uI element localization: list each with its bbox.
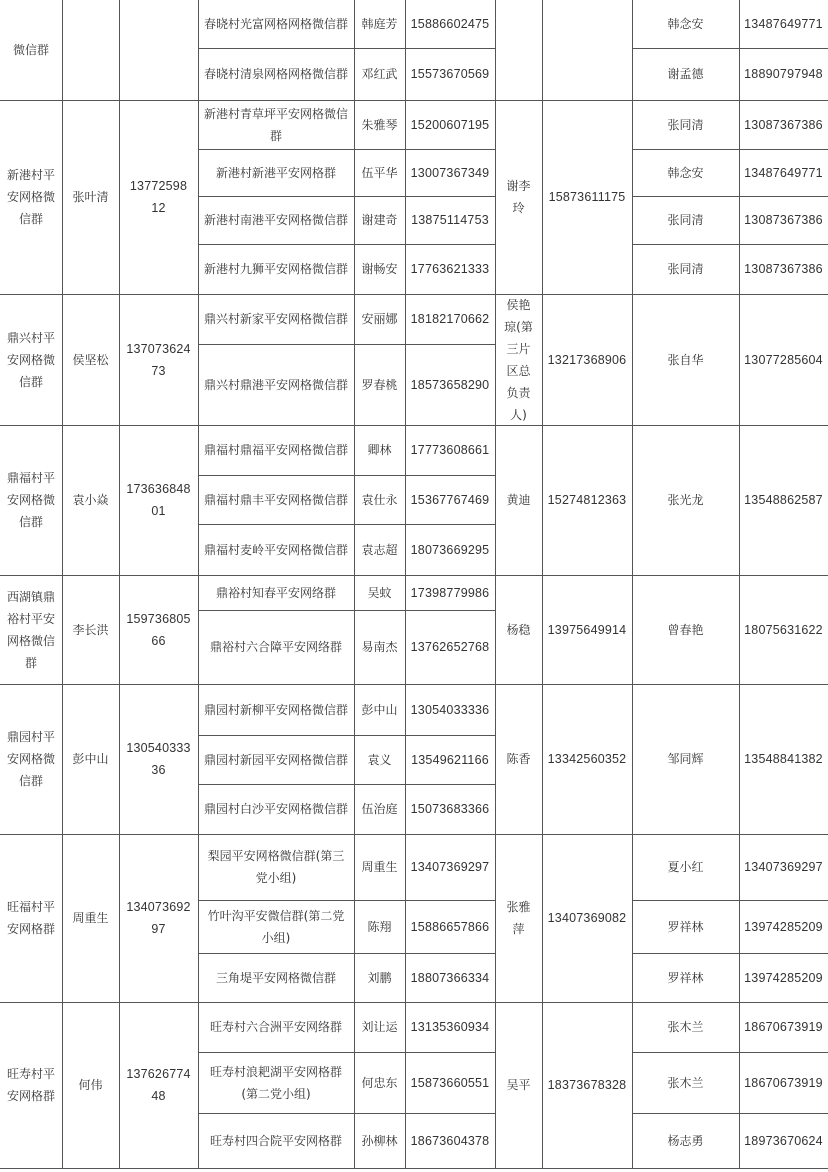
group-name: 西湖镇鼎裕村平安网格微信群 bbox=[6, 589, 55, 670]
grid-line bbox=[632, 900, 828, 901]
leader-phone: 137073624 73 bbox=[126, 341, 191, 378]
group-name: 旺福村平安网格群 bbox=[6, 900, 55, 936]
grid-line bbox=[198, 1052, 495, 1053]
member-name: 韩念安 bbox=[667, 17, 704, 31]
sub-group-name: 春晓村光富网格网格微信群 bbox=[203, 17, 348, 31]
grid-line bbox=[739, 0, 740, 1168]
contact-name: 陈香 bbox=[506, 752, 531, 766]
member-phone: 13407369297 bbox=[744, 860, 823, 874]
grid-line bbox=[198, 149, 495, 150]
sub-group-phone: 15573670569 bbox=[410, 67, 490, 81]
sub-group-owner: 何忠东 bbox=[361, 1075, 398, 1090]
leader-name: 周重生 bbox=[72, 911, 109, 925]
contact-phone: 15873611175 bbox=[548, 190, 626, 204]
sub-group-phone: 13007367349 bbox=[410, 165, 490, 180]
leader-phone: 173636848 01 bbox=[126, 482, 191, 518]
sub-group-name: 鼎福村鼎福平安网格微信群 bbox=[203, 443, 348, 457]
member-name: 杨志勇 bbox=[667, 1133, 704, 1148]
sub-group-name: 鼎福村鼎丰平安网格微信群 bbox=[203, 492, 348, 507]
grid-line bbox=[198, 1113, 495, 1114]
grid-line bbox=[198, 244, 495, 245]
member-name: 夏小红 bbox=[667, 860, 704, 874]
contact-name: 谢李玲 bbox=[506, 179, 531, 215]
sub-group-owner: 伍平华 bbox=[361, 165, 398, 180]
leader-name: 袁小焱 bbox=[72, 493, 109, 507]
contact-phone: 13342560352 bbox=[547, 752, 627, 766]
grid-line bbox=[542, 0, 543, 1168]
sub-group-phone: 13407369297 bbox=[410, 860, 490, 874]
leader-phone: 130540333 36 bbox=[126, 741, 191, 777]
sub-group-name: 鼎园村白沙平安网格微信群 bbox=[203, 802, 348, 816]
group-name: 旺寿村平安网格群 bbox=[6, 1067, 55, 1103]
sub-group-name: 旺寿村四合院平安网格群 bbox=[209, 1133, 342, 1148]
sub-group-owner: 刘让运 bbox=[361, 1020, 398, 1034]
contact-name: 吴平 bbox=[506, 1078, 531, 1092]
leader-name: 何伟 bbox=[78, 1078, 103, 1092]
leader-name: 李长洪 bbox=[72, 622, 109, 637]
member-phone: 18670673919 bbox=[744, 1020, 823, 1034]
member-phone: 13548841382 bbox=[744, 752, 823, 766]
grid-line bbox=[632, 48, 828, 49]
contact-phone: 18373678328 bbox=[547, 1078, 627, 1092]
sub-group-name: 鼎园村新柳平安网格微信群 bbox=[203, 702, 348, 717]
sub-group-phone: 17398779986 bbox=[410, 585, 490, 600]
sub-group-phone: 18073669295 bbox=[410, 542, 490, 557]
leader-name: 彭中山 bbox=[72, 752, 109, 766]
grid-line bbox=[198, 0, 199, 1168]
sub-group-name: 鼎裕村六合障平安网络群 bbox=[209, 640, 342, 654]
member-name: 张光龙 bbox=[667, 493, 704, 507]
sub-group-owner: 伍治庭 bbox=[361, 802, 398, 816]
contact-phone bbox=[542, 0, 632, 100]
sub-group-owner: 袁义 bbox=[367, 752, 392, 767]
sub-group-name: 旺寿村六合洲平安网络群 bbox=[209, 1020, 342, 1034]
sub-group-owner: 罗春桃 bbox=[361, 377, 398, 392]
member-phone: 13548862587 bbox=[744, 493, 823, 507]
sub-group-owner: 卿林 bbox=[367, 443, 392, 457]
sub-group-phone: 13054033336 bbox=[410, 702, 490, 717]
sub-group-owner: 朱雅琴 bbox=[361, 117, 398, 132]
sub-group-name: 鼎园村新园平安网格微信群 bbox=[203, 752, 348, 767]
grid-line bbox=[198, 196, 495, 197]
member-name: 张同清 bbox=[667, 262, 704, 276]
grid-line bbox=[354, 0, 355, 1168]
member-phone: 13087367386 bbox=[744, 117, 823, 132]
sub-group-owner: 易南杰 bbox=[361, 640, 398, 654]
sub-group-owner: 吴蚊 bbox=[367, 585, 392, 600]
member-name: 张木兰 bbox=[667, 1020, 704, 1034]
sub-group-name: 鼎福村麦岭平安网格微信群 bbox=[203, 542, 348, 557]
sub-group-phone: 15200607195 bbox=[410, 117, 490, 132]
member-phone: 13974285209 bbox=[744, 970, 823, 985]
contact-phone: 13217368906 bbox=[547, 352, 627, 367]
leader-phone: 13772598 12 bbox=[129, 179, 188, 215]
member-phone: 13487649771 bbox=[744, 165, 823, 180]
sub-group-owner: 邓红武 bbox=[361, 67, 398, 81]
sub-group-phone: 15886657866 bbox=[410, 919, 490, 934]
sub-group-owner: 彭中山 bbox=[361, 702, 398, 717]
sub-group-name: 鼎裕村知春平安网络群 bbox=[215, 585, 336, 600]
leader-name: 侯坚松 bbox=[72, 352, 109, 367]
sub-group-name: 旺寿村浪耙湖平安网格群(第二党小组) bbox=[209, 1064, 342, 1101]
sub-group-phone: 13135360934 bbox=[410, 1020, 490, 1034]
member-phone: 13077285604 bbox=[744, 352, 823, 367]
sub-group-name: 新港村新港平安网格群 bbox=[215, 165, 336, 180]
member-name: 谢孟德 bbox=[667, 67, 704, 81]
sub-group-name: 新港村南港平安网格微信群 bbox=[203, 213, 348, 227]
sub-group-phone: 15367767469 bbox=[410, 492, 490, 507]
member-name: 罗祥林 bbox=[667, 970, 704, 985]
leader-phone: 137626774 48 bbox=[126, 1067, 191, 1103]
contact-phone: 13407369082 bbox=[547, 911, 627, 925]
sub-group-phone: 18807366334 bbox=[410, 970, 490, 985]
contact-name: 侯艳琼(第三片区总负责人) bbox=[504, 297, 533, 422]
member-name: 张同清 bbox=[667, 117, 704, 132]
leader-phone: 159736805 66 bbox=[126, 611, 191, 648]
grid-line bbox=[632, 1052, 828, 1053]
sub-group-owner: 周重生 bbox=[361, 860, 398, 874]
leader-phone: 134073692 97 bbox=[126, 900, 191, 936]
sub-group-name: 鼎兴村鼎港平安网格微信群 bbox=[203, 377, 348, 392]
sub-group-name: 梨园平安网格微信群(第三党小组) bbox=[207, 849, 345, 885]
contact-name: 黄迪 bbox=[506, 493, 531, 507]
member-name: 张同清 bbox=[667, 213, 704, 227]
sub-group-phone: 17773608661 bbox=[410, 443, 490, 457]
sub-group-owner: 谢建奇 bbox=[361, 213, 398, 227]
sub-group-owner: 安丽娜 bbox=[361, 312, 398, 326]
leader-phone bbox=[119, 0, 198, 100]
group-name: 微信群 bbox=[12, 43, 49, 57]
contact-phone: 15274812363 bbox=[547, 493, 627, 507]
grid-line bbox=[632, 244, 828, 245]
member-name: 韩念安 bbox=[667, 165, 704, 180]
sub-group-name: 竹叶沟平安微信群(第二党小组) bbox=[207, 908, 345, 945]
grid-line bbox=[405, 0, 406, 1168]
sub-group-phone: 13875114753 bbox=[411, 213, 489, 227]
member-name: 张自华 bbox=[667, 352, 704, 367]
member-phone: 13087367386 bbox=[744, 213, 823, 227]
member-name: 罗祥林 bbox=[667, 919, 704, 934]
contact-name bbox=[495, 0, 542, 100]
grid-line bbox=[632, 953, 828, 954]
sub-group-owner: 谢畅安 bbox=[361, 262, 398, 276]
sub-group-owner: 孙柳林 bbox=[361, 1133, 398, 1148]
member-name: 张木兰 bbox=[667, 1075, 704, 1090]
grid-line bbox=[198, 610, 495, 611]
sub-group-phone: 15873660551 bbox=[410, 1075, 490, 1090]
grid-line bbox=[198, 475, 495, 476]
group-name: 新港村平安网格微信群 bbox=[6, 168, 55, 226]
member-phone: 18973670624 bbox=[744, 1133, 823, 1148]
contact-phone: 13975649914 bbox=[547, 622, 627, 637]
grid-line bbox=[198, 524, 495, 525]
grid-line bbox=[62, 0, 63, 1168]
group-name: 鼎福村平安网格微信群 bbox=[6, 471, 55, 529]
member-phone: 13087367386 bbox=[744, 262, 823, 276]
member-phone: 13974285209 bbox=[744, 919, 823, 934]
sub-group-owner: 陈翔 bbox=[367, 919, 392, 934]
grid-line bbox=[632, 0, 633, 1168]
member-phone: 18075631622 bbox=[744, 622, 823, 637]
grid-line bbox=[495, 0, 496, 1168]
sub-group-name: 鼎兴村新家平安网格微信群 bbox=[203, 312, 348, 326]
sub-group-name: 新港村青草坪平安网格微信群 bbox=[203, 106, 348, 143]
sub-group-owner: 刘鹏 bbox=[367, 970, 392, 985]
grid-line bbox=[632, 196, 828, 197]
contact-name: 杨稳 bbox=[506, 622, 531, 637]
grid-line bbox=[119, 0, 120, 1168]
sub-group-name: 新港村九狮平安网格微信群 bbox=[203, 262, 348, 276]
grid-line bbox=[632, 149, 828, 150]
sub-group-owner: 袁志超 bbox=[361, 542, 398, 557]
grid-line bbox=[198, 735, 495, 736]
grid-line bbox=[632, 1113, 828, 1114]
grid-line bbox=[198, 784, 495, 785]
sub-group-phone: 15073683366 bbox=[410, 802, 490, 816]
member-name: 曾春艳 bbox=[667, 622, 704, 637]
sub-group-owner: 袁仕永 bbox=[361, 492, 398, 507]
member-name: 邹同辉 bbox=[667, 752, 704, 766]
sub-group-name: 三角堤平安网格微信群 bbox=[215, 970, 336, 985]
sub-group-phone: 17763621333 bbox=[410, 262, 490, 276]
grid-line bbox=[198, 344, 495, 345]
group-name: 鼎兴村平安网格微信群 bbox=[6, 330, 55, 389]
grid-line bbox=[198, 900, 495, 901]
group-name: 鼎园村平安网格微信群 bbox=[6, 730, 55, 788]
contact-name: 张雅萍 bbox=[506, 900, 531, 936]
grid-line bbox=[198, 953, 495, 954]
sub-group-phone: 18673604378 bbox=[410, 1133, 490, 1148]
sub-group-phone: 18182170662 bbox=[410, 312, 490, 326]
member-phone: 18670673919 bbox=[744, 1075, 823, 1090]
leader-name: 张叶清 bbox=[72, 190, 109, 204]
sub-group-name: 春晓村清泉网格网格微信群 bbox=[203, 67, 348, 81]
grid-line bbox=[198, 48, 495, 49]
sub-group-phone: 13549621166 bbox=[411, 752, 489, 767]
sub-group-phone: 13762652768 bbox=[410, 640, 490, 654]
sub-group-owner: 韩庭芳 bbox=[361, 17, 398, 31]
sub-group-phone: 15886602475 bbox=[410, 17, 490, 31]
member-phone: 18890797948 bbox=[744, 67, 823, 81]
leader-name bbox=[62, 0, 119, 100]
member-phone: 13487649771 bbox=[744, 17, 823, 31]
sub-group-phone: 18573658290 bbox=[410, 377, 490, 392]
grid-line bbox=[0, 1168, 828, 1169]
